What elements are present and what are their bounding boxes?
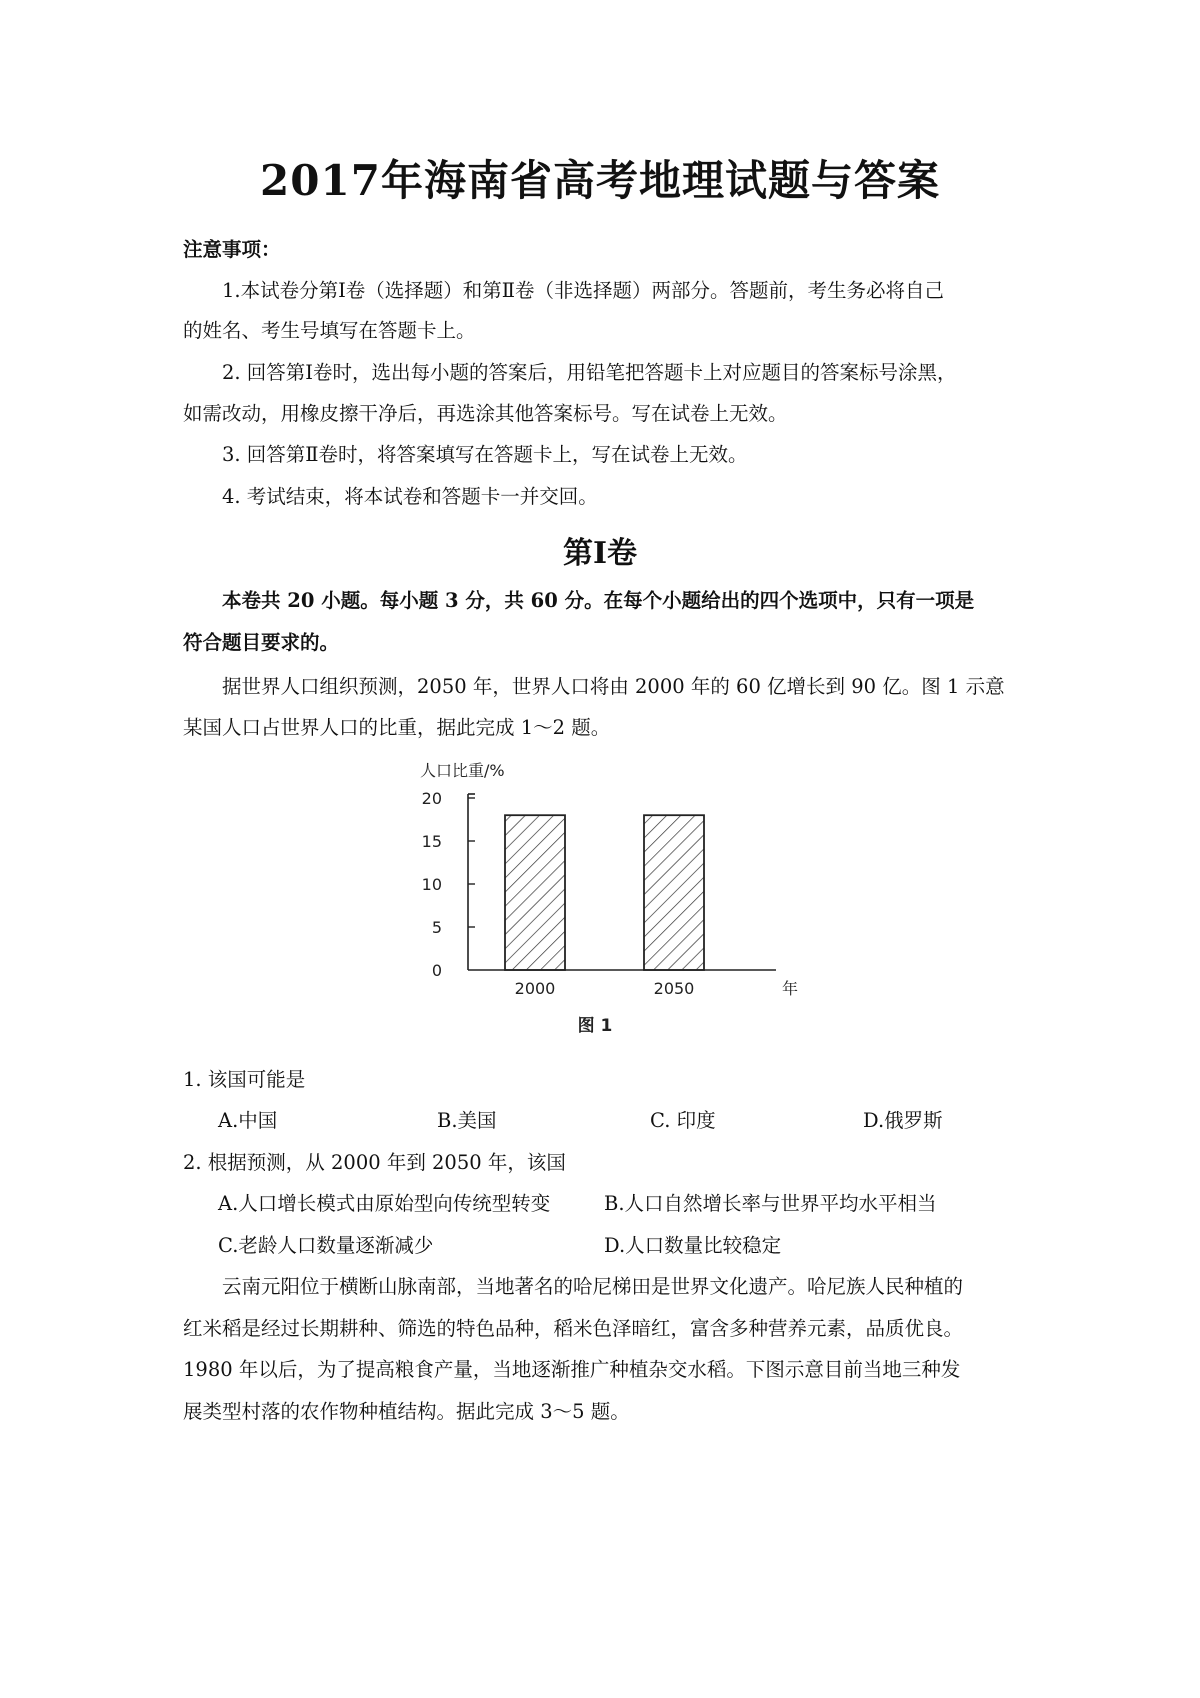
section-title: 第Ⅰ卷 bbox=[562, 536, 638, 571]
instructions-line: 符合题目要求的。 bbox=[183, 631, 340, 654]
notice-line: 1.本试卷分第Ⅰ卷（选择题）和第Ⅱ卷（非选择题）两部分。答题前，考生务必将自己 bbox=[222, 279, 945, 302]
option-a: A.中国 bbox=[218, 1109, 278, 1132]
option-b: B.美国 bbox=[437, 1109, 497, 1132]
x-tick-label: 2050 bbox=[653, 979, 695, 998]
notice-heading: 注意事项： bbox=[183, 238, 281, 261]
option-c: C. 印度 bbox=[650, 1109, 716, 1132]
passage-line: 据世界人口组织预测，2050 年，世界人口将由 2000 年的 60 亿增长到 90 亿。图 1 示意 bbox=[222, 675, 1005, 698]
notice-line: 的姓名、考生号填写在答题卡上。 bbox=[183, 319, 476, 342]
instructions-line: 本卷共 20 小题。每小题 3 分，共 60 分。在每个小题给出的四个选项中，只有一项是 bbox=[222, 589, 975, 612]
option-d: D.俄罗斯 bbox=[863, 1109, 943, 1132]
y-tick-label: 0 bbox=[431, 961, 442, 980]
question-stem: 1. 该国可能是 bbox=[183, 1068, 306, 1091]
x-ticks bbox=[515, 979, 695, 998]
page-title: 2017年海南省高考地理试题与答案 bbox=[260, 156, 940, 205]
chart-caption: 图 1 bbox=[577, 1016, 613, 1036]
x-axis-label: 年 bbox=[782, 979, 799, 998]
passage-line: 1980 年以后，为了提高粮食产量，当地逐渐推广种植杂交水稻。下图示意目前当地三种发 bbox=[183, 1358, 961, 1381]
bar bbox=[644, 815, 704, 970]
bar bbox=[505, 815, 565, 970]
passage-line: 云南元阳位于横断山脉南部，当地著名的哈尼梯田是世界文化遗产。哈尼族人民种植的 bbox=[222, 1275, 964, 1298]
notice-line: 4. 考试结束，将本试卷和答题卡一并交回。 bbox=[222, 485, 598, 508]
passage-line: 红米稻是经过长期耕种、筛选的特色品种，稻米色泽暗红，富含多种营养元素，品质优良。 bbox=[183, 1317, 964, 1340]
option-a: A.人口增长模式由原始型向传统型转变 bbox=[218, 1192, 551, 1215]
y-ticks bbox=[422, 789, 475, 980]
passage-line: 某国人口占世界人口的比重，据此完成 1～2 题。 bbox=[183, 716, 611, 739]
question-stem: 2. 根据预测，从 2000 年到 2050 年，该国 bbox=[183, 1151, 566, 1174]
y-axis-label: 人口比重/% bbox=[420, 761, 505, 780]
chart-bars bbox=[505, 815, 704, 970]
y-tick-label: 5 bbox=[431, 918, 442, 937]
y-tick-label: 20 bbox=[421, 789, 442, 808]
notice-line: 2. 回答第Ⅰ卷时，选出每小题的答案后，用铅笔把答题卡上对应题目的答案标号涂黑， bbox=[222, 361, 957, 384]
option-c: C.老龄人口数量逐渐减少 bbox=[218, 1234, 434, 1257]
option-d: D.人口数量比较稳定 bbox=[604, 1234, 782, 1257]
passage-line: 展类型村落的农作物种植结构。据此完成 3～5 题。 bbox=[183, 1400, 630, 1423]
population-share-chart bbox=[380, 748, 820, 1048]
notice-line: 3. 回答第Ⅱ卷时，将答案填写在答题卡上，写在试卷上无效。 bbox=[222, 443, 748, 466]
notice-line: 如需改动，用橡皮擦干净后，再选涂其他答案标号。写在试卷上无效。 bbox=[183, 402, 788, 425]
y-tick-label: 15 bbox=[421, 832, 442, 851]
option-b: B.人口自然增长率与世界平均水平相当 bbox=[604, 1192, 937, 1215]
y-tick-label: 10 bbox=[421, 875, 442, 894]
x-tick-label: 2000 bbox=[514, 979, 556, 998]
